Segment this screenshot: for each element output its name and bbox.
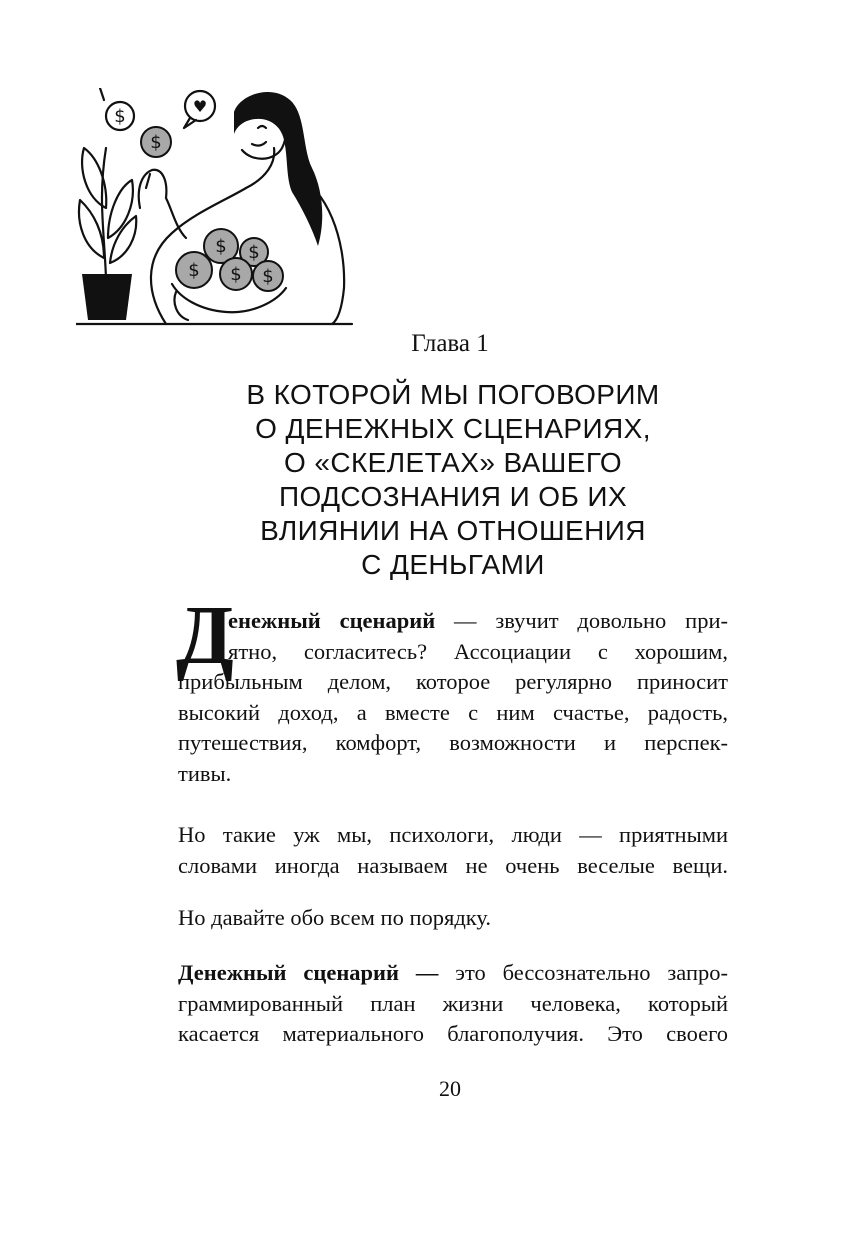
page-number: 20 — [439, 1076, 461, 1101]
paragraph — [178, 820, 728, 881]
coin-symbol: $ — [248, 242, 260, 263]
paragraph-line: тивы. — [178, 760, 232, 786]
chapter-title-line: ВЛИЯНИИ НА ОТНОШЕНИЯ — [260, 515, 646, 546]
paragraph-line: граммированный план жизни человека, который — [178, 990, 728, 1016]
woman-with-coins-illustration — [76, 88, 356, 332]
chapter-title-line: О «СКЕЛЕТАХ» ВАШЕГО — [284, 447, 622, 478]
paragraph-line: прибыльным делом, которое регулярно приносит — [178, 669, 728, 694]
paragraph-line: путешествия, комфорт, возможности и перспек- — [178, 730, 728, 755]
heart-icon: ♥ — [192, 97, 208, 116]
coin-symbol: $ — [215, 236, 227, 257]
paragraph-line: ятно, согласитесь? Ассоциации с хорошим, — [228, 638, 728, 664]
chapter-title-line: ПОДСОЗНАНИЯ И ОБ ИХ — [278, 481, 628, 512]
chapter-title-line: В КОТОРОЙ МЫ ПОГОВОРИМ — [246, 379, 660, 410]
paragraph-line: Но такие уж мы, психологи, люди — приятными — [178, 822, 728, 847]
coin-symbol: $ — [150, 132, 162, 153]
coin-symbol: $ — [188, 260, 200, 281]
paragraph-line: Но давайте обо всем по порядку. — [178, 905, 492, 930]
paragraph-line: высокий доход, а вместе с ним счастье, радость, — [178, 699, 728, 725]
bold-term: Денежный сценарий — — [178, 960, 439, 985]
chapter-title-line: С ДЕНЬГАМИ — [361, 549, 545, 580]
drop-cap: Д — [176, 589, 234, 682]
chapter-title-line: О ДЕНЕЖНЫХ СЦЕНАРИЯХ, — [255, 413, 651, 444]
paragraph — [176, 589, 728, 789]
coin-symbol: $ — [230, 264, 242, 285]
paragraph — [178, 958, 728, 1050]
paragraph-line: словами иногда называем не очень веселые вещи. — [178, 852, 728, 878]
chapter-label: Глава 1 — [411, 330, 489, 357]
paragraph — [178, 903, 728, 934]
paragraph-line: енежный сценарий — звучит довольно при- — [228, 608, 728, 633]
bold-term: енежный сценарий — [228, 608, 436, 633]
paragraph-line: касается материального благополучия. Это своего — [178, 1021, 728, 1046]
paragraph-line: Денежный сценарий — это бессознательно запро- — [178, 960, 728, 985]
chapter-title — [150, 378, 756, 582]
coin-symbol: $ — [262, 266, 274, 287]
coin-symbol: $ — [114, 106, 126, 127]
